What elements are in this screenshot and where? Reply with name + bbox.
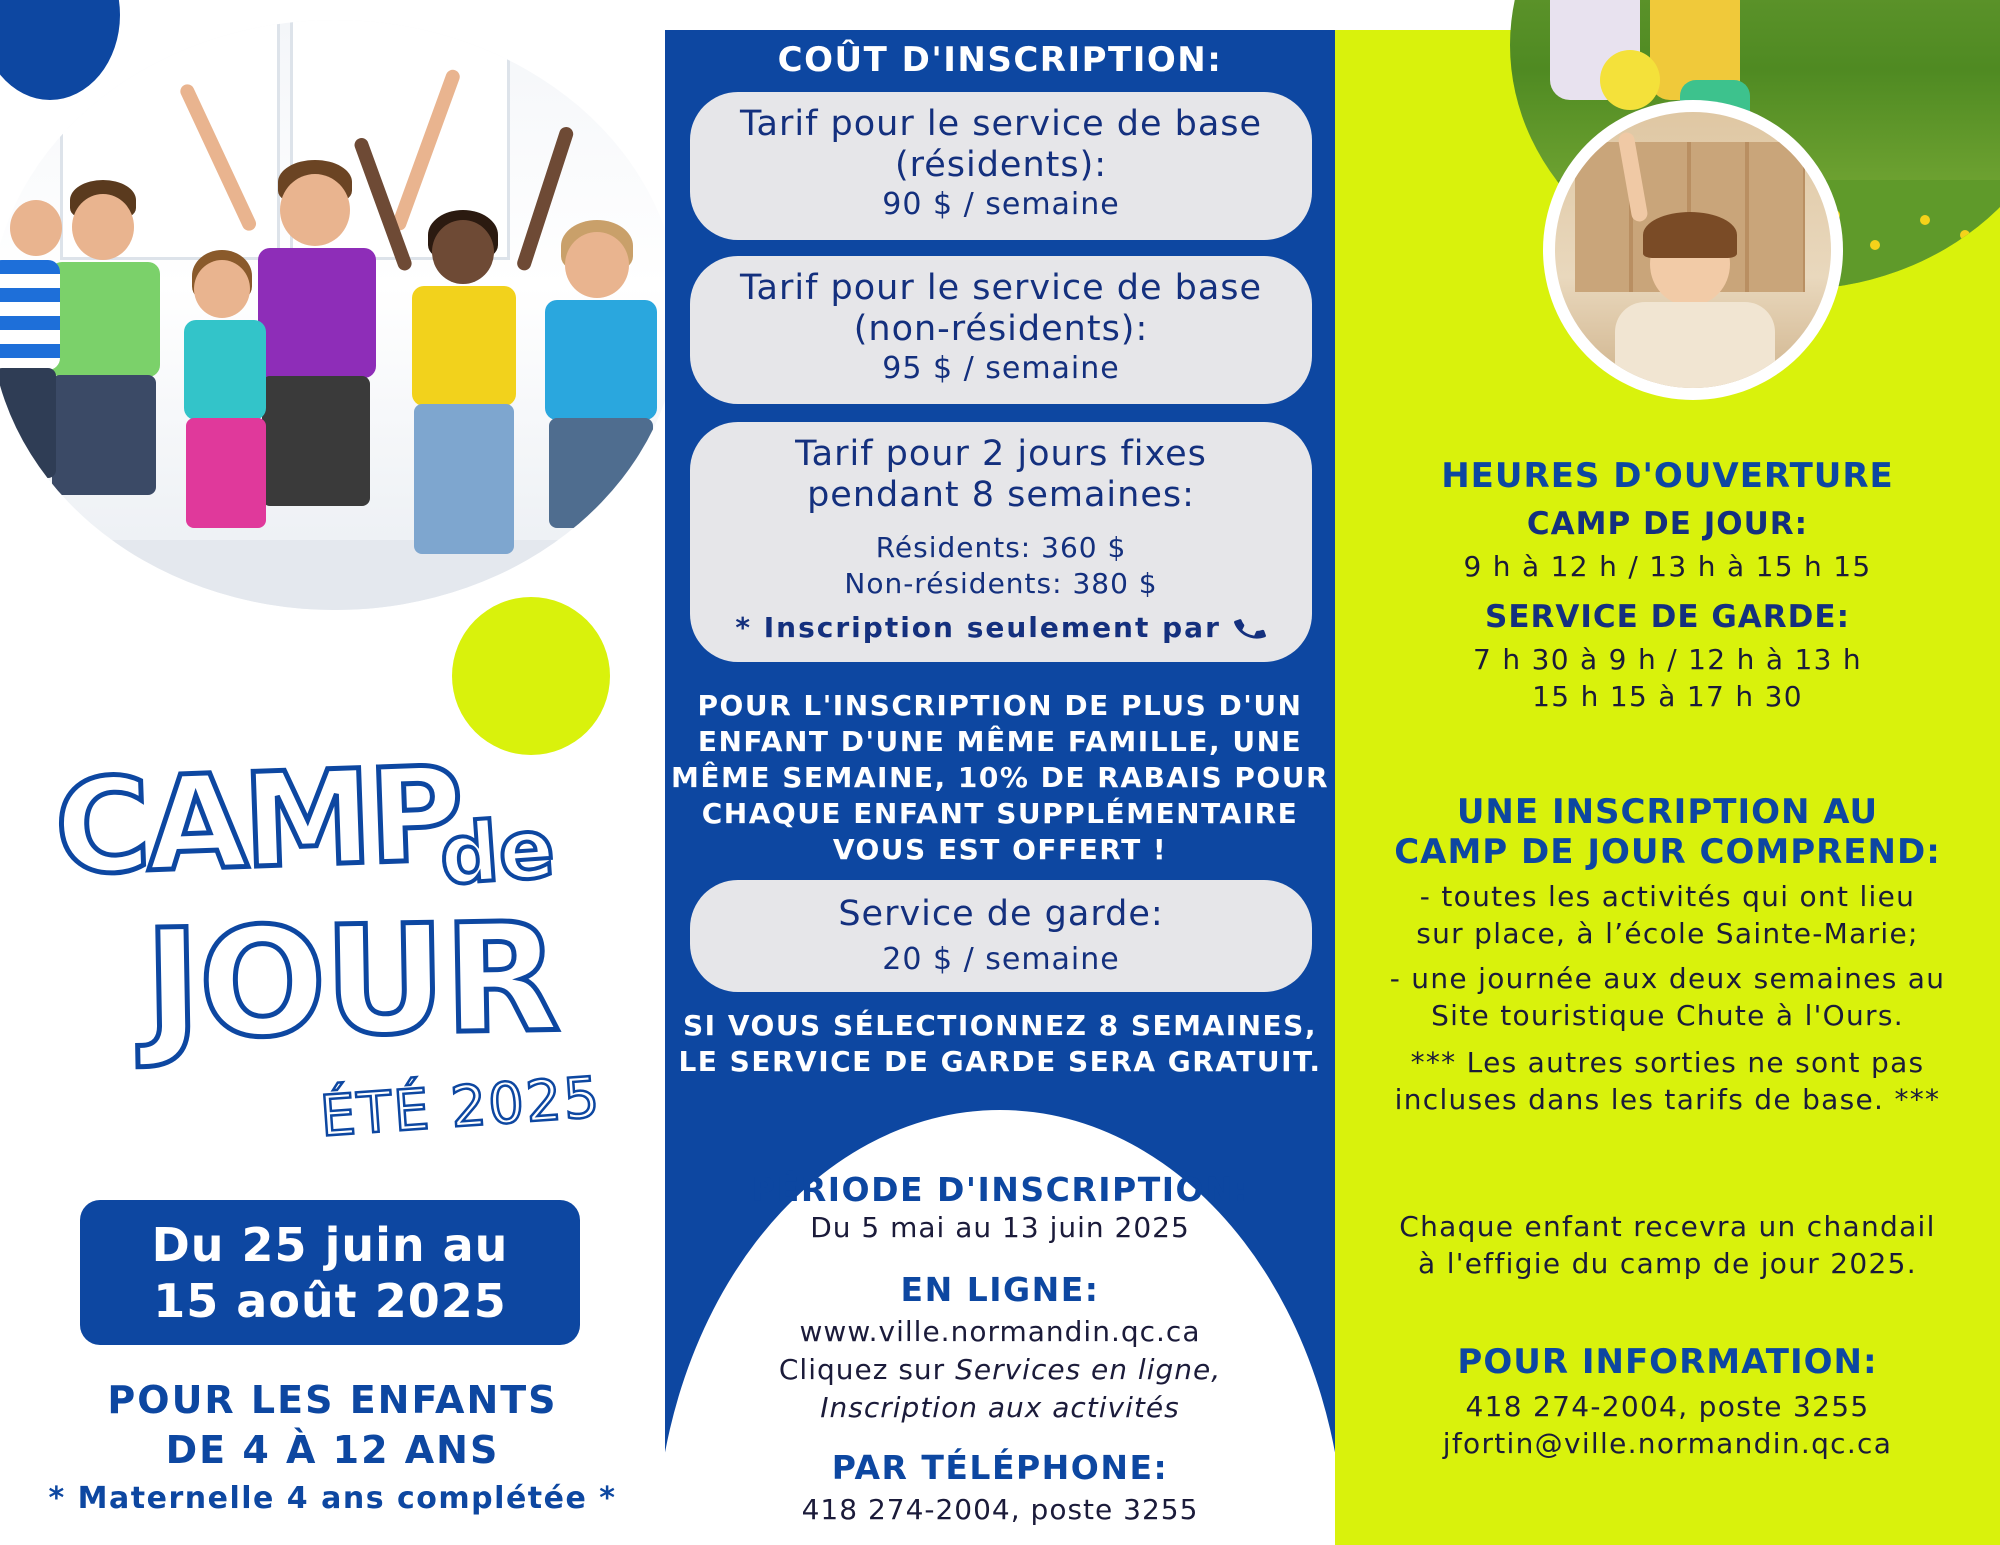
free-daycare-line: LE SERVICE DE GARDE SERA GRATUIT. — [678, 1045, 1322, 1078]
classroom-photo — [1555, 112, 1831, 388]
online-instruction-services: Services en ligne, — [955, 1353, 1222, 1386]
discount-line: CHAQUE ENFANT SUPPLÉMENTAIRE — [701, 797, 1299, 830]
registration-period-heading: PÉRIODE D'INSCRIPTION: — [751, 1170, 1249, 1209]
middle-panel — [665, 30, 1335, 1545]
tariff-two-days-line-1: Tarif pour 2 jours fixes — [795, 434, 1207, 474]
kid-figure — [170, 250, 280, 580]
online-registration-block — [665, 1270, 1335, 1427]
audience-note: * Maternelle 4 ans complétée * — [48, 1481, 617, 1516]
daycare-hours-heading: SERVICE DE GARDE: — [1485, 599, 1850, 635]
phone-number: 418 274-2004, poste 3255 — [801, 1493, 1199, 1526]
include-item-2-line-1: - une journée aux deux semaines au — [1389, 962, 1946, 995]
daycare-hours-line-1: 7 h 30 à 9 h / 12 h à 13 h — [1473, 643, 1862, 676]
dates-line-2: 15 août 2025 — [153, 1273, 507, 1328]
discount-line: MÊME SEMAINE, 10% DE RABAIS POUR — [671, 761, 1329, 794]
exclusion-line-2: incluses dans les tarifs de base. *** — [1394, 1083, 1941, 1116]
phone-only-note — [690, 608, 1312, 648]
tariff-two-days-nonresidents: Non-résidents: 380 $ — [844, 567, 1158, 600]
dates-line-1: Du 25 juin au — [151, 1217, 509, 1272]
tariff-two-days-line-2: pendant 8 semaines: — [807, 475, 1195, 515]
exclusion-line-1: *** Les autres sorties ne sont pas — [1410, 1046, 1925, 1079]
tariff-nonresidents-price: 95 $ / semaine — [882, 351, 1120, 386]
info-block — [1335, 1342, 2000, 1462]
jumping-kids-photo — [0, 20, 665, 610]
phone-only-note-text: * Inscription seulement par — [735, 611, 1221, 644]
audience-block — [0, 1375, 665, 1521]
include-item-1-line-1: - toutes les activités qui ont lieu — [1419, 880, 1916, 913]
discount-line: POUR L'INSCRIPTION DE PLUS D'UN — [697, 689, 1303, 722]
shirt-block — [1335, 1208, 2000, 1282]
tariff-nonresidents-line-1: Tarif pour le service de base — [739, 268, 1263, 308]
discount-line: ENFANT D'UNE MÊME FAMILLE, UNE — [697, 725, 1303, 758]
camp-de-jour-title — [52, 737, 615, 1075]
online-instruction-2 — [665, 1389, 1335, 1427]
kid-figure — [400, 210, 530, 610]
shirt-line-2: à l'effigie du camp de jour 2025. — [1418, 1247, 1917, 1280]
hours-block — [1335, 456, 2000, 715]
title-jour: JOUR — [143, 891, 560, 1073]
tariff-two-days-residents: Résidents: 360 $ — [875, 531, 1127, 564]
phone-registration-block — [665, 1448, 1335, 1529]
sibling-discount-text — [665, 688, 1335, 868]
registration-period-block — [665, 1170, 1335, 1247]
online-instruction-1 — [665, 1351, 1335, 1389]
tariff-residents-line-2: (résidents): — [894, 145, 1108, 185]
camp-dates-box — [80, 1200, 580, 1345]
shirt-line-1: Chaque enfant recevra un chandail — [1399, 1210, 1936, 1243]
includes-block — [1335, 792, 2000, 1118]
audience-line-1: POUR LES ENFANTS — [107, 1378, 558, 1422]
info-heading: POUR INFORMATION: — [1457, 1342, 1878, 1382]
daycare-hours-line-2: 15 h 15 à 17 h 30 — [1532, 680, 1803, 713]
daycare-price: 20 $ / semaine — [882, 942, 1120, 977]
title-camp: CAMP — [52, 737, 463, 905]
tariff-residents-price: 90 $ / semaine — [882, 187, 1120, 222]
online-instruction-activities: Inscription aux activités — [820, 1391, 1180, 1424]
online-instruction-prefix: Cliquez sur — [778, 1353, 946, 1386]
camp-hours-heading: CAMP DE JOUR: — [1526, 506, 1809, 542]
free-daycare-line: SI VOUS SÉLECTIONNEZ 8 SEMAINES, — [683, 1009, 1317, 1042]
daycare-pill — [690, 880, 1312, 992]
tariff-nonresidents-pill — [690, 256, 1312, 404]
tariff-two-days-pill — [690, 422, 1312, 662]
phone-icon — [1233, 612, 1267, 646]
tariff-residents-line-1: Tarif pour le service de base — [739, 104, 1263, 144]
includes-heading-1: UNE INSCRIPTION AU — [1456, 792, 1879, 832]
tariff-nonresidents-line-2: (non-résidents): — [853, 309, 1149, 349]
info-phone: 418 274-2004, poste 3255 — [1465, 1390, 1870, 1423]
girl-raising-hand-photo — [1543, 100, 1843, 400]
decorative-lime-circle — [452, 597, 610, 755]
title-de: de — [436, 801, 558, 904]
includes-heading-2: CAMP DE JOUR COMPREND: — [1394, 832, 1941, 872]
phone-heading: PAR TÉLÉPHONE: — [831, 1448, 1169, 1487]
kid-figure — [0, 190, 50, 540]
online-url[interactable]: www.ville.normandin.qc.ca — [799, 1315, 1201, 1348]
season-label: ÉTÉ 2025 — [318, 1065, 604, 1150]
tariff-residents-pill — [690, 92, 1312, 240]
include-item-2-line-2: Site touristique Chute à l'Ours. — [1431, 999, 1904, 1032]
info-email[interactable]: jfortin@ville.normandin.qc.ca — [1442, 1427, 1893, 1460]
daycare-label: Service de garde: — [838, 894, 1164, 934]
include-item-1-line-2: sur place, à l’école Sainte-Marie; — [1416, 917, 1919, 950]
kid-figure — [535, 220, 665, 600]
online-heading: EN LIGNE: — [900, 1270, 1100, 1309]
left-panel — [0, 0, 665, 1545]
audience-line-2: DE 4 À 12 ANS — [165, 1428, 500, 1472]
discount-line: VOUS EST OFFERT ! — [832, 833, 1168, 866]
hours-heading: HEURES D'OUVERTURE — [1441, 456, 1894, 496]
free-daycare-text — [665, 1008, 1335, 1080]
cost-heading: COÛT D'INSCRIPTION: — [777, 40, 1223, 80]
registration-period: Du 5 mai au 13 juin 2025 — [810, 1211, 1190, 1244]
camp-hours: 9 h à 12 h / 13 h à 15 h 15 — [1463, 550, 1872, 583]
